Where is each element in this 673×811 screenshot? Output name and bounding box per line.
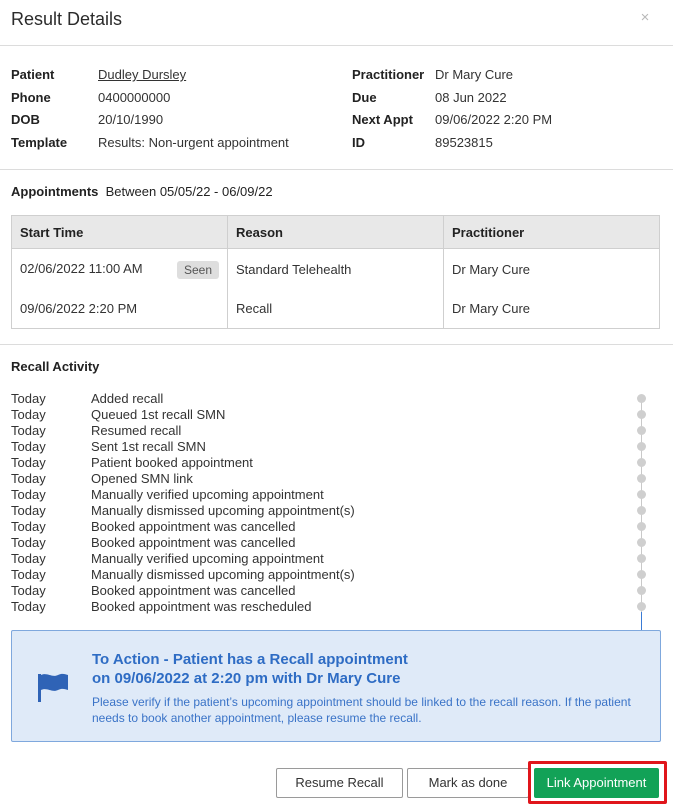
patient-info-left (11, 66, 289, 156)
activity-text: Manually dismissed upcoming appointment(s) (91, 567, 355, 582)
next-appt-label: Next Appt (352, 112, 413, 127)
activity-when: Today (11, 439, 46, 454)
id-value: 89523815 (435, 134, 493, 150)
timeline-dot (637, 506, 646, 515)
reason-cell: Recall (228, 289, 444, 329)
flag-icon (37, 672, 69, 702)
practitioner-cell: Dr Mary Cure (444, 249, 660, 289)
activity-text: Opened SMN link (91, 471, 193, 486)
table-header-row (12, 216, 660, 249)
activity-when: Today (11, 487, 46, 502)
divider (0, 344, 673, 345)
activity-text: Booked appointment was rescheduled (91, 599, 312, 614)
action-title (92, 650, 612, 688)
start-time-cell: 09/06/2022 2:20 PM (12, 289, 228, 329)
practitioner-label: Practitioner (352, 67, 425, 82)
reason-cell: Standard Telehealth (228, 249, 444, 289)
timeline-dot (637, 538, 646, 547)
timeline-dot (637, 602, 646, 611)
template-label: Template (11, 134, 68, 150)
close-icon[interactable]: × (640, 9, 650, 26)
start-time-cell (12, 249, 228, 289)
list-item (11, 503, 355, 519)
activity-text: Booked appointment was cancelled (91, 519, 296, 534)
activity-text: Resumed recall (91, 423, 182, 438)
list-item (11, 407, 355, 423)
activity-when: Today (11, 583, 46, 598)
activity-text: Patient booked appointment (91, 455, 253, 470)
activity-timeline (636, 391, 648, 657)
activity-text: Manually dismissed upcoming appointment(s) (91, 503, 355, 518)
timeline-dot (637, 586, 646, 595)
highlight-box (528, 761, 667, 804)
list-item (11, 583, 355, 599)
activity-text: Manually verified upcoming appointment (91, 487, 324, 502)
timeline-dot (637, 554, 646, 563)
timeline-dot (637, 426, 646, 435)
timeline-dot (637, 490, 646, 499)
action-title-line2: on 09/06/2022 at 2:20 pm with Dr Mary Cure (92, 670, 401, 687)
col-practitioner: Practitioner (444, 216, 660, 249)
timeline-dot (637, 570, 646, 579)
patient-label: Patient (11, 67, 55, 82)
list-item (11, 535, 355, 551)
next-appt-value: 09/06/2022 2:20 PM (435, 112, 553, 127)
table-row[interactable] (12, 249, 660, 289)
timeline-dot (637, 474, 646, 483)
col-start-time: Start Time (12, 216, 228, 249)
activity-when: Today (11, 551, 46, 566)
status-badge: Seen (177, 261, 219, 279)
timeline-dot (637, 522, 646, 531)
list-item (11, 567, 355, 583)
practitioner-value: Dr Mary Cure (435, 67, 514, 82)
due-label: Due (352, 89, 377, 105)
list-item (11, 471, 355, 487)
list-item (11, 423, 355, 439)
dob-value: 20/10/1990 (98, 112, 164, 127)
recall-activity-list (11, 391, 355, 615)
mark-as-done-button[interactable]: Mark as done (407, 768, 529, 798)
list-item (11, 391, 355, 407)
patient-info-right (352, 66, 552, 156)
activity-when: Today (11, 407, 46, 422)
phone-value: 0400000000 (98, 89, 171, 105)
action-message: Please verify if the patient’s upcoming appointment should be linked to the recall reason. If the patient needs to book another appointment, please resume the recall. (92, 695, 631, 725)
recall-activity-heading: Recall Activity (11, 359, 100, 374)
timeline-dot (637, 394, 646, 403)
timeline-dot (637, 410, 646, 419)
appointments-table (11, 215, 660, 329)
activity-when: Today (11, 503, 46, 518)
activity-when: Today (11, 423, 46, 438)
list-item (11, 519, 355, 535)
template-value: Results: Non-urgent appointment (98, 134, 289, 150)
divider (0, 169, 673, 170)
activity-text: Booked appointment was cancelled (91, 583, 296, 598)
activity-when: Today (11, 519, 46, 534)
id-label: ID (352, 134, 365, 150)
activity-when: Today (11, 455, 46, 470)
col-reason: Reason (228, 216, 444, 249)
resume-recall-button[interactable]: Resume Recall (276, 768, 403, 798)
list-item (11, 551, 355, 567)
timeline-dot (637, 442, 646, 451)
timeline-dot (637, 458, 646, 467)
activity-text: Sent 1st recall SMN (91, 439, 206, 454)
list-item (11, 599, 355, 615)
modal-title: Result Details (11, 9, 123, 29)
appointments-heading (11, 184, 273, 199)
modal-header (0, 0, 673, 46)
patient-name-link[interactable]: Dudley Dursley (98, 67, 187, 82)
activity-when: Today (11, 535, 46, 550)
activity-when: Today (11, 599, 46, 614)
action-title-line1: To Action - Patient has a Recall appointment (92, 651, 408, 668)
activity-text: Added recall (91, 391, 164, 406)
activity-when: Today (11, 567, 46, 582)
activity-text: Manually verified upcoming appointment (91, 551, 324, 566)
practitioner-cell: Dr Mary Cure (444, 289, 660, 329)
to-action-box (11, 630, 661, 742)
due-value: 08 Jun 2022 (435, 89, 507, 105)
phone-label: Phone (11, 89, 51, 105)
dob-label: DOB (11, 112, 40, 127)
list-item (11, 439, 355, 455)
activity-text: Booked appointment was cancelled (91, 535, 296, 550)
activity-text: Queued 1st recall SMN (91, 407, 226, 422)
activity-when: Today (11, 391, 46, 406)
appointments-title: Appointments (11, 184, 99, 199)
link-appointment-button[interactable]: Link Appointment (534, 768, 659, 798)
list-item (11, 487, 355, 503)
table-row[interactable] (12, 289, 660, 329)
appointments-range: Between 05/05/22 - 06/09/22 (105, 184, 273, 199)
list-item (11, 455, 355, 471)
start-time: 02/06/2022 11:00 AM (20, 260, 143, 276)
activity-when: Today (11, 471, 46, 486)
